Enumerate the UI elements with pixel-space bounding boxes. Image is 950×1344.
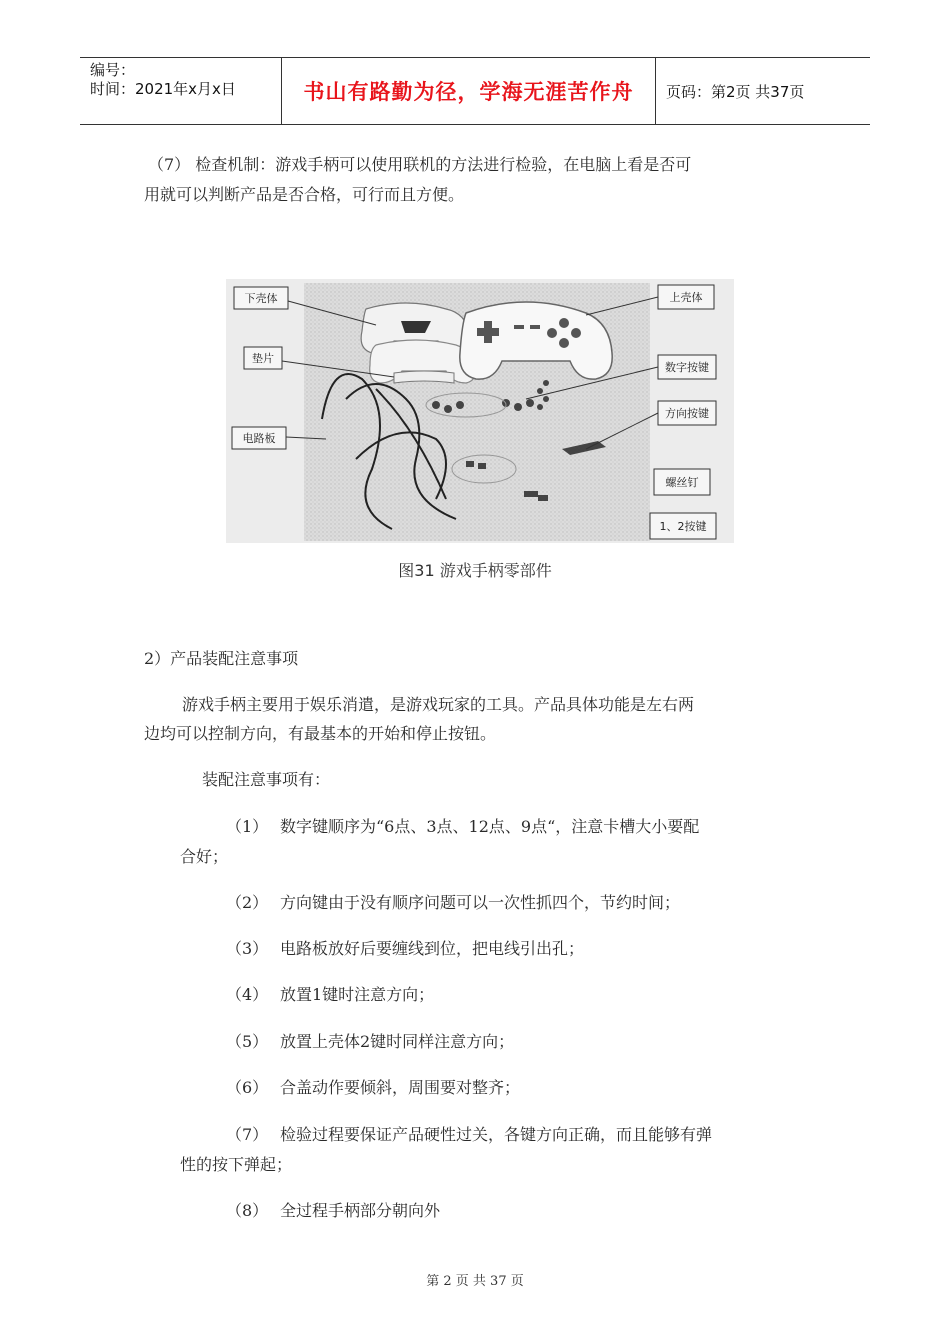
label-number-keys: 数字按键 [665, 361, 709, 374]
page-footer: 第 2 页 共 37 页 [426, 1274, 524, 1289]
note-num: （2） [226, 893, 269, 912]
header-meta [80, 58, 282, 124]
label-keys-1-2: 1、2按键 [659, 520, 707, 533]
section-title: 2）产品装配注意事项 [144, 649, 299, 668]
note-text: 检验过程要保证产品硬性过关，各键方向正确，而且能够有弹 [280, 1125, 713, 1144]
note-text-cont: 合好； [180, 847, 229, 866]
note-num: （7） [226, 1125, 269, 1144]
section-para-line-2: 边均可以控制方向，有最基本的开始和停止按钮。 [144, 724, 497, 743]
label-screws: 螺丝钉 [665, 476, 699, 489]
notes-title: 装配注意事项有： [202, 770, 331, 789]
label-direction-keys: 方向按键 [665, 407, 709, 420]
note-num: （1） [226, 817, 269, 836]
note-num: （5） [226, 1032, 269, 1051]
page-header [80, 57, 870, 125]
note-num: （4） [226, 985, 269, 1004]
intro-line-1: （7） 检查机制：游戏手柄可以使用联机的方法进行检验，在电脑上看是否可 [148, 155, 692, 174]
note-num: （3） [226, 939, 269, 958]
note-text: 数字键顺序为“6点、3点、12点、9点“，注意卡槽大小要配 [280, 817, 700, 836]
header-motto: 书山有路勤为径，学海无涯苦作舟 [282, 58, 656, 124]
gamepad-parts-photo [226, 279, 734, 543]
note-text: 方向键由于没有顺序问题可以一次性抓四个，节约时间； [280, 893, 681, 912]
time-label: 时间：2021年x月x日 [90, 80, 236, 98]
note-text: 电路板放好后要缠线到位，把电线引出孔； [280, 939, 585, 958]
note-num: （6） [226, 1078, 269, 1097]
label-upper-shell: 上壳体 [669, 291, 703, 304]
note-text: 全过程手柄部分朝向外 [280, 1201, 441, 1220]
figure-caption: 图31 游戏手柄零部件 [398, 561, 552, 580]
number-label: 编号： [90, 61, 136, 79]
note-text: 放置上壳体2键时同样注意方向； [280, 1032, 515, 1051]
label-lower-shell: 下壳体 [244, 292, 278, 305]
intro-line-2: 用就可以判断产品是否合格，可行而且方便。 [144, 185, 465, 204]
note-num: （8） [226, 1201, 269, 1220]
header-page-label: 页码：第2页 共37页 [666, 82, 805, 101]
label-gasket: 垫片 [252, 352, 274, 365]
label-circuit-board: 电路板 [242, 432, 276, 445]
note-text: 合盖动作要倾斜，周围要对整齐； [280, 1078, 521, 1097]
section-para-line-1: 游戏手柄主要用于娱乐消遣，是游戏玩家的工具。产品具体功能是左右两 [182, 695, 695, 714]
note-text-cont: 性的按下弹起； [180, 1155, 293, 1174]
gamepad-parts-illustration [226, 279, 734, 543]
note-text: 放置1键时注意方向； [280, 985, 435, 1004]
